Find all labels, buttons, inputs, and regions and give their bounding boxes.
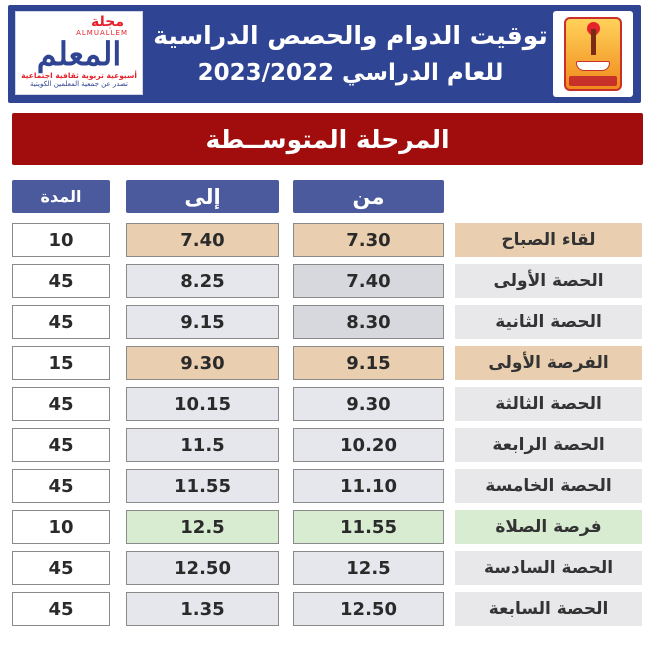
from-cell: 12.5 xyxy=(293,551,444,585)
from-cell: 12.50 xyxy=(293,592,444,626)
row-label: الحصة الرابعة xyxy=(455,428,642,462)
logo-main-title: المعلم xyxy=(36,35,122,73)
title-line-1: توقيت الدوام والحصص الدراسية xyxy=(153,21,548,50)
row-label: الحصة السادسة xyxy=(455,551,642,585)
title-line-2: للعام الدراسي 2023/2022 xyxy=(197,60,504,86)
to-cell: 1.35 xyxy=(126,592,279,626)
to-cell: 12.5 xyxy=(126,510,279,544)
from-cell: 7.40 xyxy=(293,264,444,298)
logo-publisher: تصدر عن جمعية المعلمين الكويتية xyxy=(30,80,128,88)
duration-cell: 45 xyxy=(12,592,110,626)
row-label: الفرصة الأولى xyxy=(455,346,642,380)
to-cell: 10.15 xyxy=(126,387,279,421)
to-cell: 9.15 xyxy=(126,305,279,339)
row-label: الحصة الثالثة xyxy=(455,387,642,421)
logo-latin-title: ALMUALLEM xyxy=(76,29,128,37)
from-cell: 9.15 xyxy=(293,346,444,380)
teachers-society-emblem xyxy=(553,11,633,97)
from-cell: 11.55 xyxy=(293,510,444,544)
duration-cell: 45 xyxy=(12,305,110,339)
row-label: الحصة السابعة xyxy=(455,592,642,626)
from-cell: 10.20 xyxy=(293,428,444,462)
column-header-to: إلى xyxy=(126,180,279,213)
row-label: فرصة الصلاة xyxy=(455,510,642,544)
duration-cell: 45 xyxy=(12,387,110,421)
logo-tagline: أسبوعية تربوية ثقافية اجتماعية xyxy=(21,71,137,80)
to-cell: 7.40 xyxy=(126,223,279,257)
to-cell: 11.55 xyxy=(126,469,279,503)
stage-title-banner: المرحلة المتوســطة xyxy=(12,113,643,165)
duration-cell: 45 xyxy=(12,264,110,298)
row-label: الحصة الخامسة xyxy=(455,469,642,503)
duration-cell: 45 xyxy=(12,469,110,503)
column-header-duration: المدة xyxy=(12,180,110,213)
from-cell: 7.30 xyxy=(293,223,444,257)
page-title xyxy=(153,9,548,99)
from-cell: 9.30 xyxy=(293,387,444,421)
header-banner xyxy=(8,5,641,103)
from-cell: 11.10 xyxy=(293,469,444,503)
to-cell: 11.5 xyxy=(126,428,279,462)
almuallem-logo xyxy=(15,11,143,95)
duration-cell: 45 xyxy=(12,551,110,585)
duration-cell: 10 xyxy=(12,223,110,257)
to-cell: 8.25 xyxy=(126,264,279,298)
to-cell: 9.30 xyxy=(126,346,279,380)
torch-book-icon xyxy=(564,17,622,91)
to-cell: 12.50 xyxy=(126,551,279,585)
duration-cell: 15 xyxy=(12,346,110,380)
column-header-from: من xyxy=(293,180,444,213)
duration-cell: 10 xyxy=(12,510,110,544)
row-label: الحصة الأولى xyxy=(455,264,642,298)
row-label: لقاء الصباح xyxy=(455,223,642,257)
duration-cell: 45 xyxy=(12,428,110,462)
logo-small-title: مجلة xyxy=(91,14,124,30)
row-label: الحصة الثانية xyxy=(455,305,642,339)
from-cell: 8.30 xyxy=(293,305,444,339)
